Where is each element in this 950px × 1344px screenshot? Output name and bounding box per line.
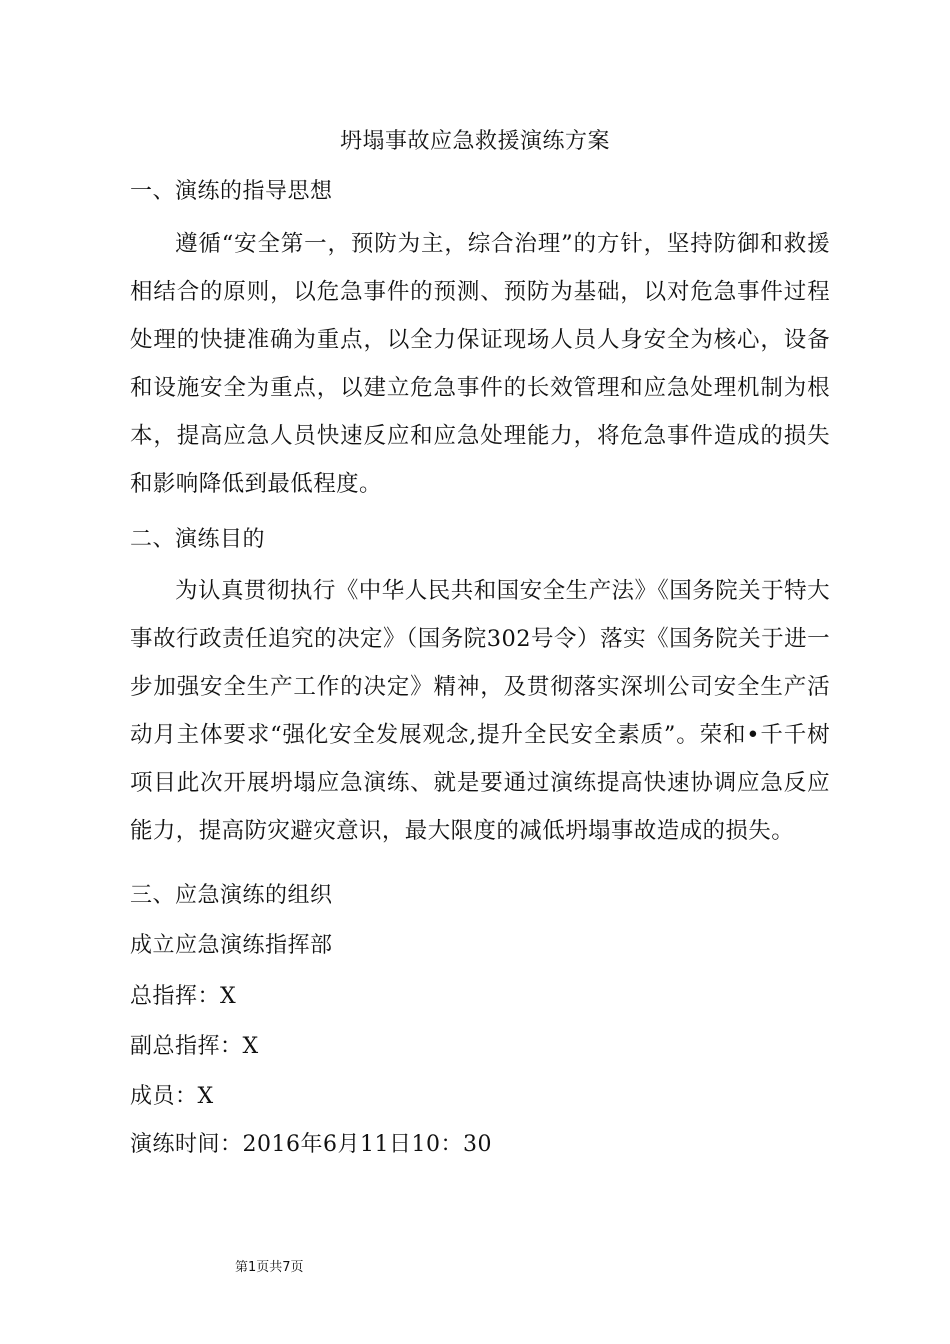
section-heading-organization: 三、应急演练的组织 [130,883,333,908]
organization-line-deputy-commander: 副总指挥：X [130,1034,259,1059]
organization-line-members: 成员：X [130,1084,214,1109]
section-body-guiding-ideology: 遵循“安全第一，预防为主，综合治理”的方针，坚持防御和救援相结合的原则，以危急事件的预测、预防为基础，以对危急事件过程处理的快捷准确为重点，以全力保证现场人员人身安全为核心，设备和设施安全为重点，以建立危急事件的长效管理和应急处理机制为根本，提高应急人员快速反应和应急处理能力，将危急事件造成的损失和影响降低到最低程度。 [130,231,830,497]
section-heading-purpose: 二、演练目的 [130,527,266,552]
organization-line-drill-time: 演练时间：2016年6月11日10：30 [130,1132,492,1157]
document-title: 坍塌事故应急救援演练方案 [339,129,610,154]
organization-line-command: 成立应急演练指挥部 [130,933,333,958]
page-footer: 第1页共7页 [235,1260,304,1275]
organization-line-commander: 总指挥：X [130,984,237,1009]
section-body-purpose: 为认真贯彻执行《中华人民共和国安全生产法》《国务院关于特大事故行政责任追究的决定》（国务院302号令）落实《国务院关于进一步加强安全生产工作的决定》精神，及贯彻落实深圳公司安全生产活动月主体要求“强化安全发展观念,提升全民安全素质”。荣和•千千树项目此次开展坍塌应急演练、就是要通过演练提高快速协调应急反应能力，提高防灾避灾意识，最大限度的减低坍塌事故造成的损失。 [130,578,830,844]
section-heading-guiding-ideology: 一、演练的指导思想 [130,179,333,204]
